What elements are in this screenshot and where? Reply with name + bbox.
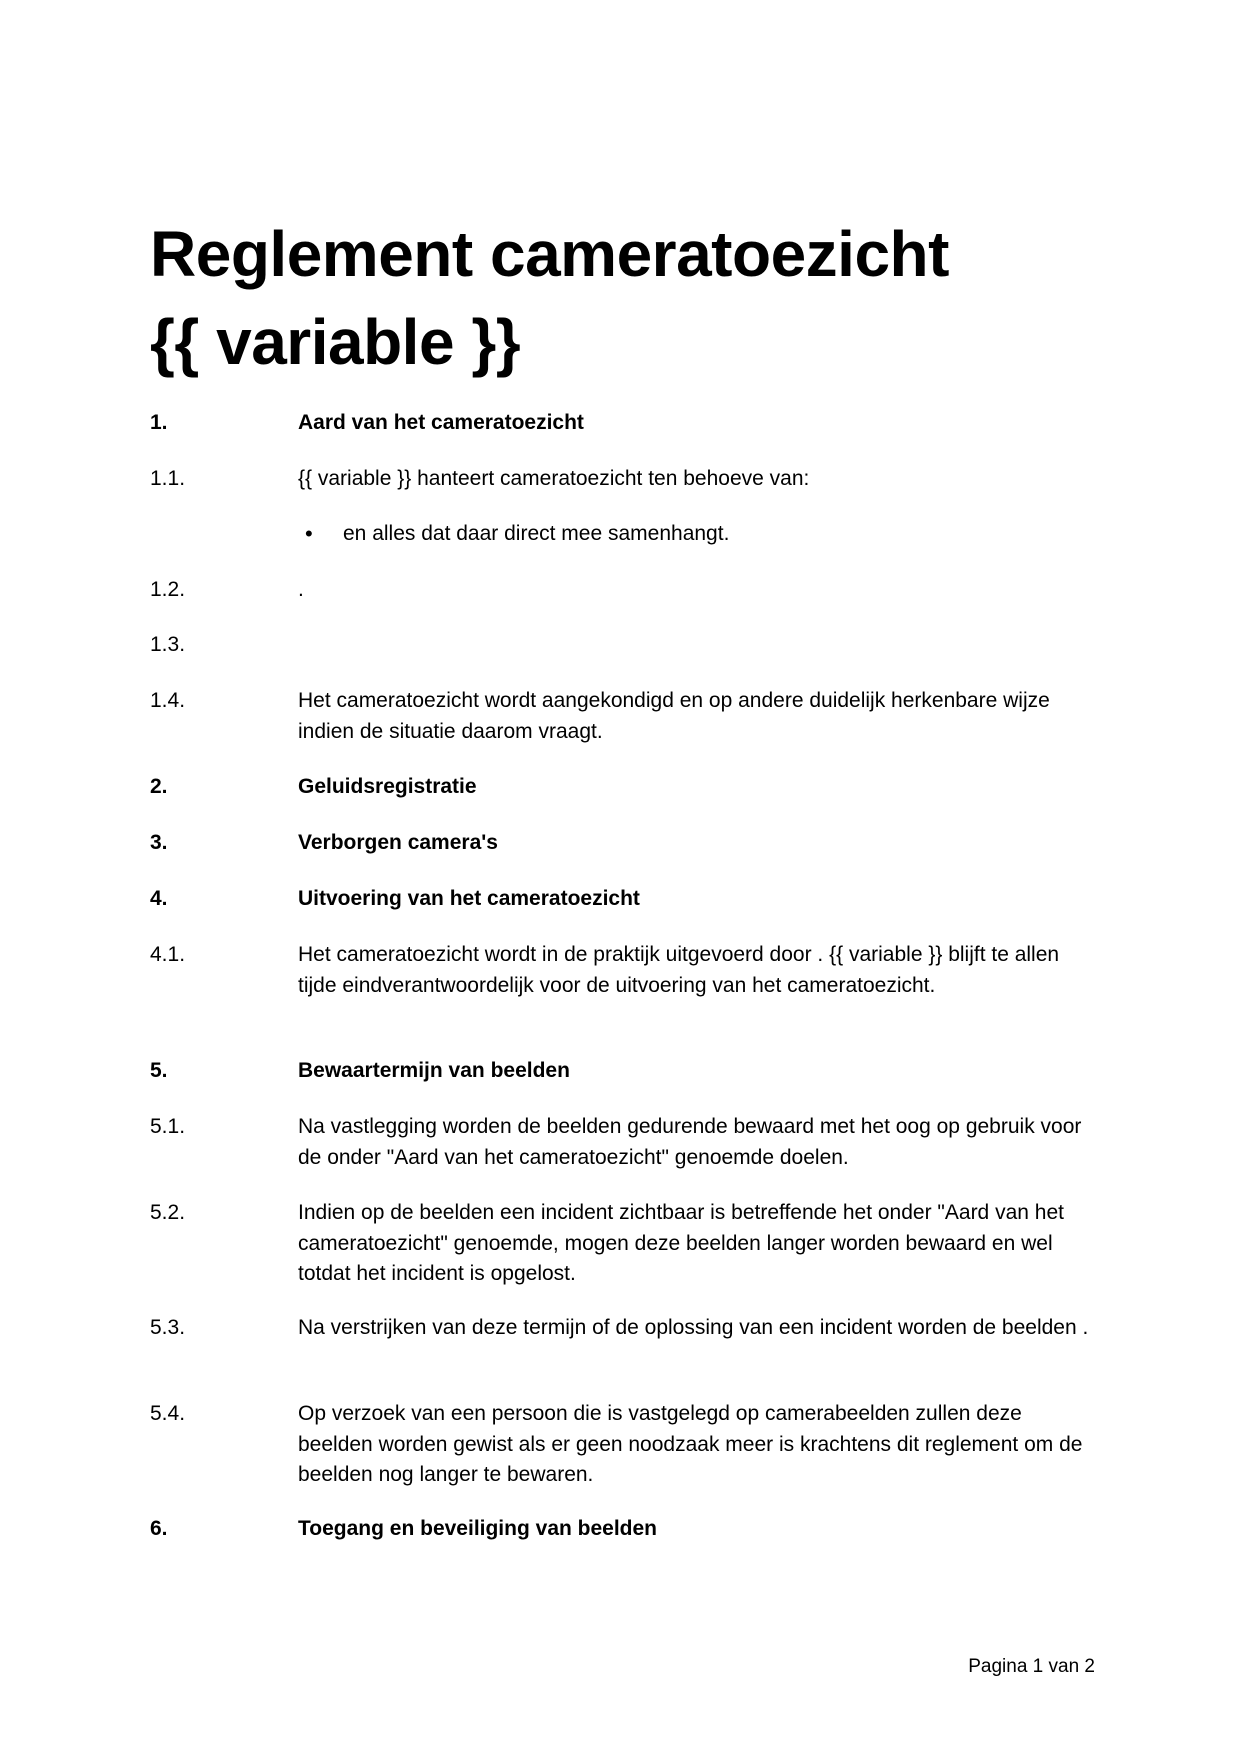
bullet-icon: • <box>305 521 313 546</box>
section-number: 5. <box>150 1059 168 1082</box>
clause-number: 5.1. <box>150 1115 186 1138</box>
clause-number: 1.2. <box>150 578 186 601</box>
clause-text: Na verstrijken van deze termijn of de oplossing van een incident worden de beelden . <box>298 1316 1089 1339</box>
section-title: Uitvoering van het cameratoezicht <box>298 887 640 910</box>
title-line-2: {{ variable }} <box>150 306 521 378</box>
section-number: 2. <box>150 775 168 798</box>
clause-number: 4.1. <box>150 943 186 966</box>
page-number: Pagina 1 van 2 <box>968 1656 1095 1677</box>
section-number: 6. <box>150 1517 168 1540</box>
clause-number: 1.1. <box>150 467 186 490</box>
clause-text: Indien op de beelden een incident zichtbaar is betreffende het onder "Aard van het cameratoezicht" genoemde, mogen deze beelden langer worden bewaard en wel totdat het incident is opgelost. <box>298 1201 1064 1285</box>
section-title: Geluidsregistratie <box>298 775 477 798</box>
clause-text: Op verzoek van een persoon die is vastgelegd op camerabeelden zullen deze beelden worden gewist als er geen noodzaak meer is krachtens dit reglement om de beelden nog langer te bewaren. <box>298 1402 1083 1486</box>
clause-number: 5.2. <box>150 1201 186 1224</box>
section-number: 4. <box>150 887 168 910</box>
title-line-1: Reglement cameratoezicht <box>150 218 949 290</box>
clause-text: {{ variable }} hanteert cameratoezicht ten behoeve van: <box>298 467 810 490</box>
section-title: Toegang en beveiliging van beelden <box>298 1517 658 1540</box>
clause-number: 1.4. <box>150 689 186 712</box>
clause-text: Het cameratoezicht wordt aangekondigd en op andere duidelijk herkenbare wijze indien de situatie daarom vraagt. <box>298 689 1050 743</box>
clause-text: Na vastlegging worden de beelden gedurende bewaard met het oog op gebruik voor de onder "Aard van het cameratoezicht" genoemde doelen. <box>298 1115 1082 1169</box>
section-title: Bewaartermijn van beelden <box>298 1059 570 1082</box>
clause-text: . <box>298 578 304 601</box>
page-title <box>150 210 1110 386</box>
section-number: 1. <box>150 411 168 434</box>
clause-number: 1.3. <box>150 633 186 656</box>
section-title: Aard van het cameratoezicht <box>298 411 584 434</box>
bullet-text: en alles dat daar direct mee samenhangt. <box>343 522 730 545</box>
clause-text: Het cameratoezicht wordt in de praktijk uitgevoerd door . {{ variable }} blijft te allen tijde eindverantwoordelijk voor de uitvoering van het cameratoezicht. <box>298 943 1060 997</box>
section-number: 3. <box>150 831 168 854</box>
clause-number: 5.4. <box>150 1402 186 1425</box>
clause-number: 5.3. <box>150 1316 186 1339</box>
section-title: Verborgen camera's <box>298 831 498 854</box>
